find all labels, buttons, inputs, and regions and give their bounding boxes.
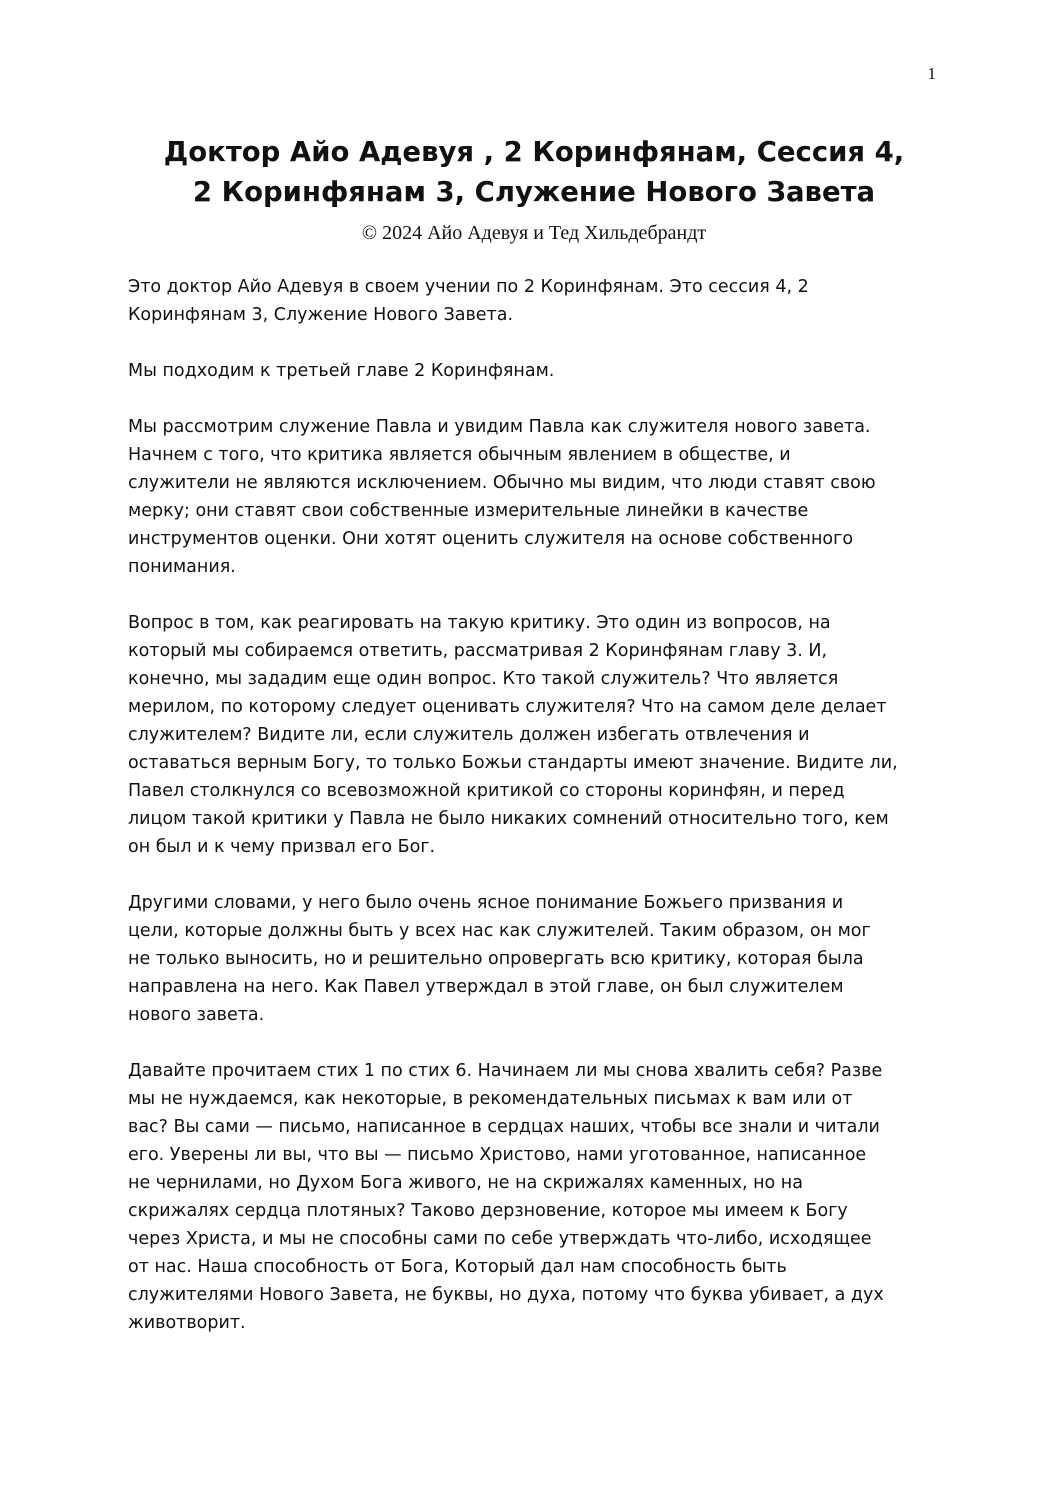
- paragraph-line: Вопрос в том, как реагировать на такую критику. Это один из вопросов, на: [128, 613, 831, 633]
- paragraph-line: направлена на него. Как Павел утверждал в этой главе, он был служителем: [128, 977, 844, 997]
- paragraph: [128, 357, 958, 385]
- paragraph-line: лицом такой критики у Павла не было никаких сомнений относительно того, кем: [128, 809, 889, 829]
- paragraph-line: мы не нуждаемся, как некоторые, в рекомендательных письмах к вам или от: [128, 1089, 853, 1109]
- paragraph-line: служители не являются исключением. Обычно мы видим, что люди ставят свою: [128, 473, 876, 493]
- paragraph-line: Другими словами, у него было очень ясное понимание Божьего призвания и: [128, 893, 844, 913]
- paragraph-line: Коринфянам 3, Служение Нового Завета.: [128, 305, 514, 325]
- paragraph-line: цели, которые должны быть у всех нас как служителей. Таким образом, он мог: [128, 921, 871, 941]
- paragraph: [128, 609, 958, 861]
- paragraph-line: он был и к чему призвал его Бог.: [128, 837, 436, 857]
- document-title: [100, 132, 968, 212]
- paragraph-line: его. Уверены ли вы, что вы — письмо Христово, нами уготованное, написанное: [128, 1145, 867, 1165]
- paragraph-line: служителями Нового Завета, не буквы, но духа, потому что буква убивает, а дух: [128, 1285, 884, 1305]
- paragraph-line: животворит.: [128, 1313, 246, 1333]
- paragraph: [128, 273, 958, 329]
- paragraph: [128, 889, 958, 1029]
- paragraph-line: инструментов оценки. Они хотят оценить служителя на основе собственного: [128, 529, 854, 549]
- paragraph-line: который мы собираемся ответить, рассматривая 2 Коринфянам главу 3. И,: [128, 641, 828, 661]
- paragraph-line: Мы подходим к третьей главе 2 Коринфянам.: [128, 361, 555, 381]
- paragraph-line: нового завета.: [128, 1005, 265, 1025]
- paragraph-line: не только выносить, но и решительно опровергать всю критику, которая была: [128, 949, 864, 969]
- paragraph-line: Это доктор Айо Адевуя в своем учении по 2 Коринфянам. Это сессия 4, 2: [128, 277, 809, 297]
- paragraph-line: понимания.: [128, 557, 236, 577]
- paragraph-line: Павел столкнулся со всевозможной критикой со стороны коринфян, и перед: [128, 781, 845, 801]
- paragraph-line: мерилом, по которому следует оценивать служителя? Что на самом деле делает: [128, 697, 887, 717]
- paragraph-line: Начнем с того, что критика является обычным явлением в обществе, и: [128, 445, 791, 465]
- page-number: 1: [927, 64, 936, 83]
- copyright-notice: © 2024 Айо Адевуя и Тед Хильдебрандт: [361, 222, 707, 244]
- paragraph-line: скрижалях сердца плотяных? Таково дерзновение, которое мы имеем к Богу: [128, 1201, 848, 1221]
- paragraph-line: не чернилами, но Духом Бога живого, не на скрижалях каменных, но на: [128, 1173, 803, 1193]
- paragraph-line: оставаться верным Богу, то только Божьи стандарты имеют значение. Видите ли,: [128, 753, 898, 773]
- paragraph-line: Давайте прочитаем стих 1 по стих 6. Начинаем ли мы снова хвалить себя? Разве: [128, 1061, 883, 1081]
- paragraph-line: мерку; они ставят свои собственные измерительные линейки в качестве: [128, 501, 809, 521]
- paragraph-line: конечно, мы зададим еще один вопрос. Кто такой служитель? Что является: [128, 669, 839, 689]
- document-body: [128, 273, 958, 1365]
- paragraph-line: служителем? Видите ли, если служитель должен избегать отвлечения и: [128, 725, 810, 745]
- paragraph-line: от нас. Наша способность от Бога, Который дал нам способность быть: [128, 1257, 787, 1277]
- title-line-2: 2 Коринфянам 3, Служение Нового Завета: [192, 176, 876, 208]
- paragraph: [128, 1057, 958, 1337]
- paragraph-line: Мы рассмотрим служение Павла и увидим Павла как служителя нового завета.: [128, 417, 871, 437]
- paragraph-line: через Христа, и мы не способны сами по себе утверждать что-либо, исходящее: [128, 1229, 872, 1249]
- paragraph-line: вас? Вы сами — письмо, написанное в сердцах наших, чтобы все знали и читали: [128, 1117, 880, 1137]
- title-line-1: Доктор Айо Адевуя , 2 Коринфянам, Сессия 4,: [163, 136, 905, 168]
- paragraph: [128, 413, 958, 581]
